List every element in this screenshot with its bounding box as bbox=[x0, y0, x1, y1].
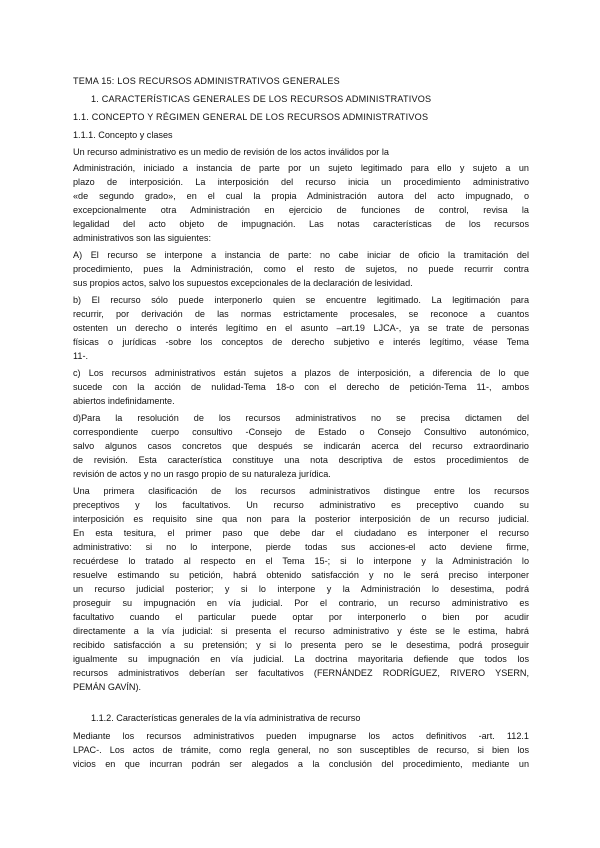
page-title: TEMA 15: LOS RECURSOS ADMINISTRATIVOS GENERALES bbox=[73, 76, 340, 86]
text-line: correspondiente cuerpo consultivo -Consejo de Estado o Consejo Consultivo autonómico, bbox=[73, 427, 529, 437]
text-line: físicas o jurídicas -sobre los conceptos de derecho subjetivo e interés legítimo, véase Tema bbox=[73, 337, 529, 347]
text-line: Administración, iniciado a instancia de parte por un sujeto legitimado para ello y sujeto a un bbox=[73, 163, 529, 173]
text-line: recuérdese lo tratado al respecto en el Tema 15-; si lo interpone y la Administración lo bbox=[73, 556, 529, 566]
text-line: salvo algunos casos concretos que después se indicarán acerca del recurso extraordinario bbox=[73, 441, 529, 451]
text-line: Un recurso administrativo es un medio de revisión de los actos inválidos por la bbox=[73, 147, 389, 157]
text-line: LPAC-. Los actos de trámite, como regla general, no son susceptibles de recurso, si bien los bbox=[73, 745, 529, 755]
text-line: recurrir, por derivación de las normas estrictamente procesales, se reconoce a cuantos bbox=[73, 309, 529, 319]
text-line: A) El recurso se interpone a instancia de parte: no cabe iniciar de oficio la tramitación del bbox=[73, 250, 529, 260]
text-line: vicios en que incurran podrán ser alegados a la conclusión del procedimiento, mediante un bbox=[73, 759, 529, 769]
text-line: plazo de interposición. La interposición del recurso inicia un procedimiento administrativo bbox=[73, 177, 529, 187]
text-line: b) El recurso sólo puede interponerlo quien se encuentre legitimado. La legitimación para bbox=[73, 295, 529, 305]
text-line: PEMÁN GAVÍN). bbox=[73, 682, 142, 692]
section-heading-1-1: 1.1. CONCEPTO Y RÉGIMEN GENERAL DE LOS RECURSOS ADMINISTRATIVOS bbox=[73, 112, 429, 122]
text-line: d)Para la resolución de los recursos administrativos no se precisa dictamen del bbox=[73, 413, 529, 423]
section-heading-1-1-2: 1.1.2. Características generales de la vía administrativa de recurso bbox=[91, 713, 361, 723]
text-line: c) Los recursos administrativos están sujetos a plazos de interposición, a diferencia de lo que bbox=[73, 368, 529, 378]
text-line: resuelve estimando su petición, habrá obtenido satisfacción y no le será preciso interponer bbox=[73, 570, 529, 580]
text-line: procedimiento, pues la Administración, como el resto de sujetos, no puede recurrir contra bbox=[73, 264, 529, 274]
text-line: directamente a la vía judicial: si presenta el recurso administrativo y éste se le estima, habrá bbox=[73, 626, 529, 636]
text-line: ostenten un derecho o interés legítimo en el asunto –art.19 LJCA-, ya se trate de personas bbox=[73, 323, 529, 333]
text-line: un recurso judicial posterior; y si lo interpone y la Administración lo desestima, podrá bbox=[73, 584, 529, 594]
text-line: recibido satisfacción a su pretensión; y si lo presenta pero se le desestima, podrá proseguir bbox=[73, 640, 529, 650]
text-line: Mediante los recursos administrativos pueden impugnarse los actos definitivos -art. 112.1 bbox=[73, 731, 529, 741]
text-line: revisión de actos y no un rasgo propio de su naturaleza jurídica. bbox=[73, 469, 331, 479]
text-line: «de segundo grado», en el cual la propia Administración autora del acto impugnado, o bbox=[73, 191, 529, 201]
text-line: abiertos indefinidamente. bbox=[73, 396, 175, 406]
text-line: interposición es requisito sine qua non para la posterior interposición de un recurso judicial. bbox=[73, 514, 529, 524]
section-heading-1: 1. CARACTERÍSTICAS GENERALES DE LOS RECURSOS ADMINISTRATIVOS bbox=[91, 94, 432, 104]
text-line: En esta tesitura, el primer paso que debe dar el ciudadano es interponer el recurso bbox=[73, 528, 529, 538]
text-line: sucede con la acción de nulidad-Tema 18-o con el derecho de petición-Tema 11-, ambos bbox=[73, 382, 529, 392]
text-line: proseguir su impugnación en vía judicial. Por el contrario, un recurso administrativo es bbox=[73, 598, 529, 608]
text-line: excepcionalmente otra Administración en ejercicio de funciones de control, revisa la bbox=[73, 205, 529, 215]
text-line: administrativo: si no lo interpone, pierde todas sus acciones-el acto deviene firme, bbox=[73, 542, 529, 552]
text-line: recursos administrativos deberían ser facultativos (FERNÁNDEZ RODRÍGUEZ, RIVERO YSERN, bbox=[73, 668, 529, 678]
text-line: legalidad del acto objeto de impugnación. Las notas características de los recursos bbox=[73, 219, 529, 229]
text-line: 11-. bbox=[73, 351, 88, 361]
text-line: igualmente su impugnación en vía judicial. La doctrina mayoritaria defiende que todos los bbox=[73, 654, 529, 664]
text-line: administrativos son las siguientes: bbox=[73, 233, 211, 243]
text-line: facultativo cuando el particular puede optar por interponerlo o bien por acudir bbox=[73, 612, 529, 622]
text-line: Una primera clasificación de los recursos administrativos distingue entre los recursos bbox=[73, 486, 529, 496]
text-line: preceptivos y los facultativos. Un recurso administrativo es preceptivo cuando su bbox=[73, 500, 529, 510]
section-heading-1-1-1: 1.1.1. Concepto y clases bbox=[73, 130, 173, 140]
text-line: de revisión. Esta característica constituye una nota descriptiva de estos procedimientos de bbox=[73, 455, 529, 465]
text-line: sus propios actos, salvo los supuestos excepcionales de la declaración de lesividad. bbox=[73, 278, 413, 288]
